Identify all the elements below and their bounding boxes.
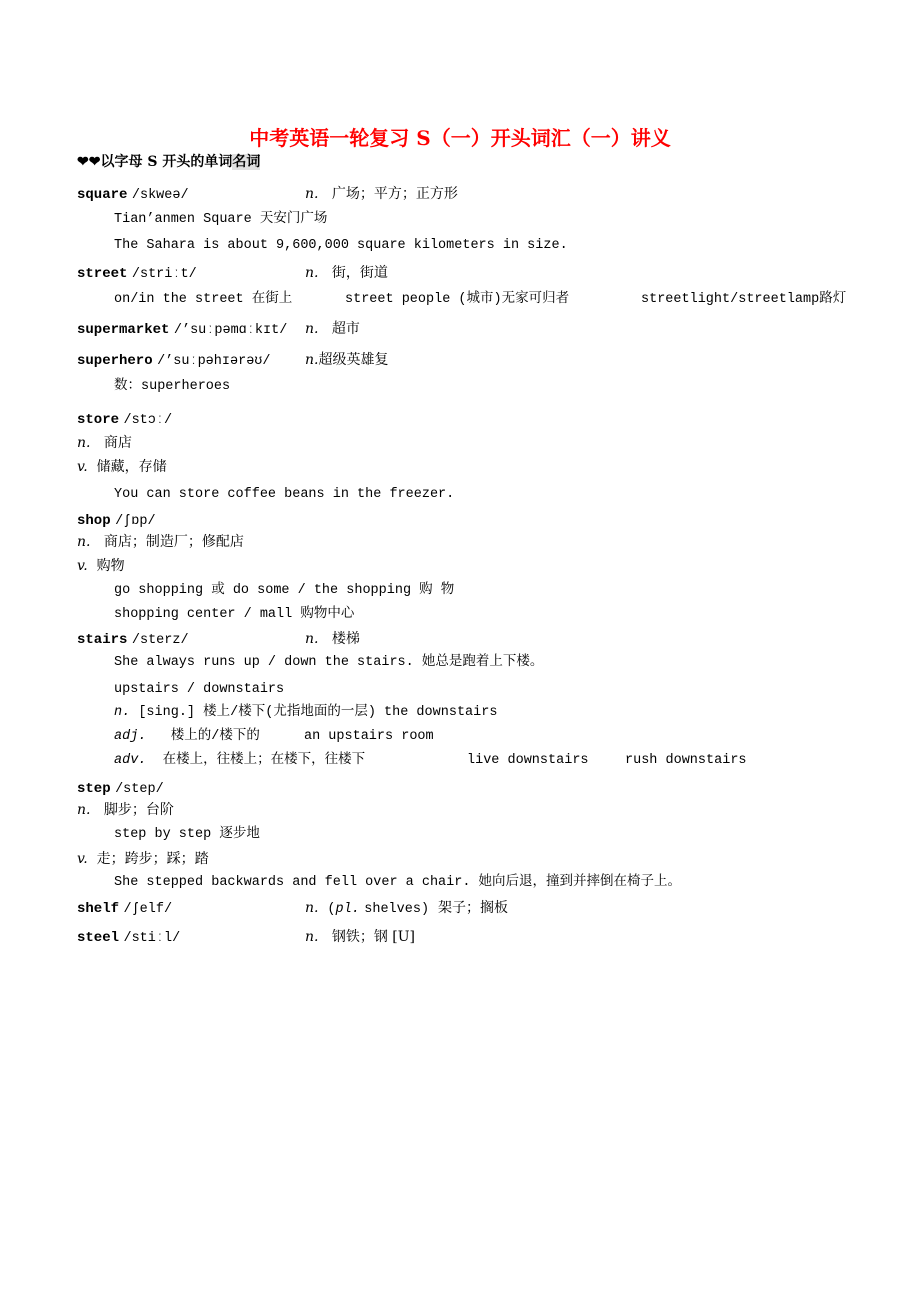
entry-superhero-definition xyxy=(305,351,388,369)
entry-stairs xyxy=(77,630,189,650)
part-of-speech: adj. xyxy=(114,729,147,744)
part-of-speech: v. xyxy=(77,558,88,574)
headword: step xyxy=(77,781,111,797)
entry-supermarket xyxy=(77,320,287,340)
headword: square xyxy=(77,187,128,203)
part-of-speech: v. xyxy=(77,459,88,475)
phonetic: /striːt/ xyxy=(131,267,197,282)
headword: shelf xyxy=(77,901,120,917)
phonetic: /ʃɒp/ xyxy=(115,514,156,529)
definition-noun xyxy=(77,434,132,452)
example: step by step 逐步地 xyxy=(114,827,260,842)
entry-square xyxy=(77,185,189,205)
part-of-speech: adv. xyxy=(114,753,147,768)
phonetic: /ʃelf/ xyxy=(123,902,173,917)
entry-store xyxy=(77,410,172,430)
phonetic: /stiːl/ xyxy=(123,931,181,946)
example: go shopping 或 do some / the shopping 购 物 xyxy=(114,583,455,598)
part-of-speech: n. xyxy=(305,321,319,337)
definition-verb xyxy=(77,557,125,575)
example: rush downstairs xyxy=(625,753,747,768)
part-of-speech: n. xyxy=(77,802,91,818)
meaning: 走；跨步；踩；踏 xyxy=(96,851,209,867)
plural-form: shelves) xyxy=(364,902,430,917)
example: streetlight/streetlamp路灯 xyxy=(641,292,847,307)
paren: ( xyxy=(327,902,336,917)
meaning: 商店 xyxy=(103,435,132,451)
plural-form: 数：superheroes xyxy=(114,379,231,394)
section-heading-text: 以字母 S 开头的单词 xyxy=(100,154,233,170)
example: an upstairs room xyxy=(304,729,434,744)
meaning: 楼梯 xyxy=(331,631,360,647)
meaning: 商店；制造厂；修配店 xyxy=(103,534,244,550)
entry-street-definition xyxy=(305,264,388,282)
definition-verb xyxy=(77,850,209,868)
phonetic: /stɔː/ xyxy=(123,413,173,428)
example xyxy=(114,728,260,746)
plural-label: pl. xyxy=(335,902,360,917)
headword: steel xyxy=(77,930,120,946)
meaning: 超级英雄复 xyxy=(318,352,389,368)
meaning: 储藏，存储 xyxy=(96,459,167,475)
example-text: 楼上的/楼下的 xyxy=(170,729,260,744)
example: street people (城市)无家可归者 xyxy=(345,292,570,307)
headword: supermarket xyxy=(77,322,170,338)
meaning: 广场；平方；正方形 xyxy=(331,186,458,202)
section-heading xyxy=(77,153,260,171)
part-of-speech: n. xyxy=(114,705,131,720)
example: Tian’anmen Square 天安门广场 xyxy=(114,212,328,227)
headword: stairs xyxy=(77,632,128,648)
entry-stairs-definition xyxy=(305,630,360,648)
example-text: 在楼上，往楼上；在楼下，往楼下 xyxy=(162,753,366,768)
headword: store xyxy=(77,412,120,428)
entry-supermarket-definition xyxy=(305,320,360,338)
section-highlight: 名词 xyxy=(232,154,261,170)
part-of-speech: n. xyxy=(77,534,91,550)
entry-shelf-definition xyxy=(305,899,508,919)
meaning: 超市 xyxy=(331,321,360,337)
entry-superhero xyxy=(77,351,271,371)
headword: superhero xyxy=(77,353,153,369)
phonetic: /’suːpəmɑːkɪt/ xyxy=(173,323,288,338)
example: upstairs / downstairs xyxy=(114,682,285,697)
example: You can store coffee beans in the freezer. xyxy=(114,487,455,502)
example: shopping center / mall 购物中心 xyxy=(114,607,355,622)
definition-noun xyxy=(77,801,174,819)
part-of-speech: n. xyxy=(305,900,319,916)
headword: shop xyxy=(77,513,111,529)
example: She stepped backwards and fell over a chair. 她向后退，撞到并摔倒在椅子上。 xyxy=(114,875,682,890)
example xyxy=(114,752,365,770)
part-of-speech: n. xyxy=(305,186,319,202)
entry-shop xyxy=(77,511,156,531)
meaning: 街，街道 xyxy=(331,265,388,281)
entry-steel-definition xyxy=(305,928,415,946)
definition-noun xyxy=(77,533,244,551)
part-of-speech: v. xyxy=(77,851,88,867)
part-of-speech: n. xyxy=(305,929,319,945)
meaning: 脚步；台阶 xyxy=(103,802,174,818)
example: on/in the street 在街上 xyxy=(114,292,293,307)
example xyxy=(114,704,497,722)
meaning: 购物 xyxy=(96,558,125,574)
heart-icon: ❤❤ xyxy=(77,154,101,170)
example: The Sahara is about 9,600,000 square kilometers in size. xyxy=(114,238,568,253)
entry-step xyxy=(77,779,164,799)
definition-verb xyxy=(77,458,167,476)
page-title: 中考英语一轮复习 S（一）开头词汇（一）讲义 xyxy=(249,126,671,150)
phonetic: /step/ xyxy=(115,782,164,797)
headword: street xyxy=(77,266,128,282)
meaning: 架子；搁板 xyxy=(437,900,508,916)
entry-shelf xyxy=(77,899,172,919)
entry-street xyxy=(77,264,197,284)
example-text: [sing.] 楼上/楼下(尤指地面的一层) the downstairs xyxy=(138,705,498,720)
example: She always runs up / down the stairs. 她总是跑着上下楼。 xyxy=(114,655,544,670)
entry-steel xyxy=(77,928,180,948)
example: live downstairs xyxy=(467,753,589,768)
phonetic: /’suːpəhɪərəʊ/ xyxy=(157,354,271,369)
meaning: 钢铁；钢 [U] xyxy=(331,929,416,945)
part-of-speech: n. xyxy=(305,352,319,368)
entry-square-definition xyxy=(305,185,458,203)
phonetic: /skweə/ xyxy=(131,188,189,203)
part-of-speech: n. xyxy=(77,435,91,451)
part-of-speech: n. xyxy=(305,631,319,647)
part-of-speech: n. xyxy=(305,265,319,281)
phonetic: /sterz/ xyxy=(131,633,189,648)
